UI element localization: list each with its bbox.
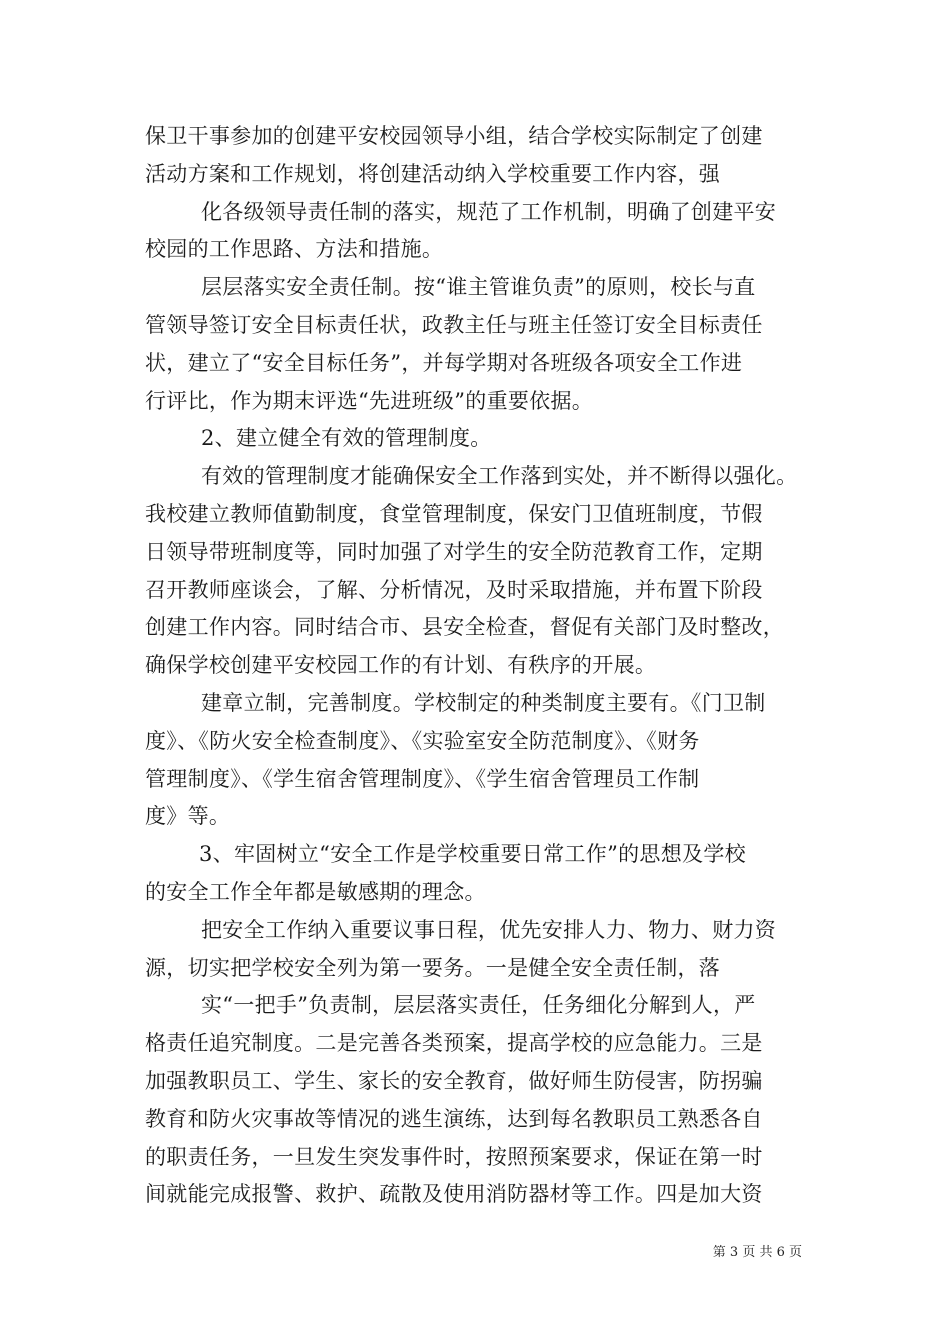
text-line: 加强教职员工、学生、家长的安全教育，做好师生防侵害，防拐骗 [145, 1068, 763, 1093]
text-line: 状，建立了“安全目标任务”，并每学期对各班级各项安全工作进 [145, 350, 743, 375]
text-line: 间就能完成报警、救护、疏散及使用消防器材等工作。四是加大资 [145, 1182, 763, 1207]
text-line: 建章立制，完善制度。学校制定的种类制度主要有。《门卫制 [201, 690, 766, 715]
text-line: 层层落实安全责任制。按“谁主管谁负责”的原则，校长与直 [201, 275, 756, 300]
text-line: 的职责任务，一旦发生突发事件时，按照预案要求，保证在第一时 [145, 1144, 763, 1169]
text-line: 确保学校创建平安校园工作的有计划、有秩序的开展。 [145, 653, 657, 678]
text-line: 把安全工作纳入重要议事日程，优先安排人力、物力、财力资 [201, 917, 777, 942]
text-line: 化各级领导责任制的落实，规范了工作机制，明确了创建平安 [201, 199, 777, 224]
text-line: 的安全工作全年都是敏感期的理念。 [145, 879, 486, 904]
text-line: 度》、《防火安全检查制度》、《实验室安全防范制度》、《财务 [145, 728, 700, 753]
text-line: 保卫干事参加的创建平安校园领导小组，结合学校实际制定了创建 [145, 124, 763, 148]
text-line: 我校建立教师值勤制度，食堂管理制度，保安门卫值班制度，节假 [145, 501, 763, 526]
text-line: 度》等。 [145, 804, 231, 829]
page-number: 第 3 页 共 6 页 [712, 1245, 802, 1260]
text-line: 活动方案和工作规划，将创建活动纳入学校重要工作内容，强 [145, 161, 721, 186]
text-line: 管领导签订安全目标责任状，政教主任与班主任签订安全目标责任 [145, 312, 763, 337]
text-line: 实“一把手”负责制，层层落实责任，任务细化分解到人，严 [201, 993, 756, 1018]
text-line: 校园的工作思路、方法和措施。 [145, 237, 444, 262]
text-line: 源，切实把学校安全列为第一要务。一是健全安全责任制，落 [145, 955, 721, 980]
text-line: 行评比，作为期末评选“先进班级”的重要依据。 [145, 388, 594, 413]
text-line: 管理制度》、《学生宿舍管理制度》、《学生宿舍管理员工作制 [145, 766, 700, 791]
section-heading: 2、建立健全有效的管理制度。 [201, 426, 492, 451]
text-line: 教育和防火灾事故等情况的逃生演练，达到每名教职员工熟悉各自 [145, 1106, 763, 1131]
body-text [145, 118, 815, 1214]
section-heading: 3、牢固树立“安全工作是学校重要日常工作”的思想及学校 [199, 842, 746, 867]
text-line: 格责任追究制度。二是完善各类预案，提高学校的应急能力。三是 [145, 1031, 763, 1056]
text-line: 日领导带班制度等，同时加强了对学生的安全防范教育工作，定期 [145, 539, 763, 564]
text-line: 有效的管理制度才能确保安全工作落到实处，并不断得以强化。 [201, 464, 798, 489]
text-line: 创建工作内容。同时结合市、县安全检查，督促有关部门及时整改， [145, 615, 784, 640]
text-line: 召开教师座谈会，了解、分析情况，及时采取措施，并布置下阶段 [145, 577, 763, 602]
